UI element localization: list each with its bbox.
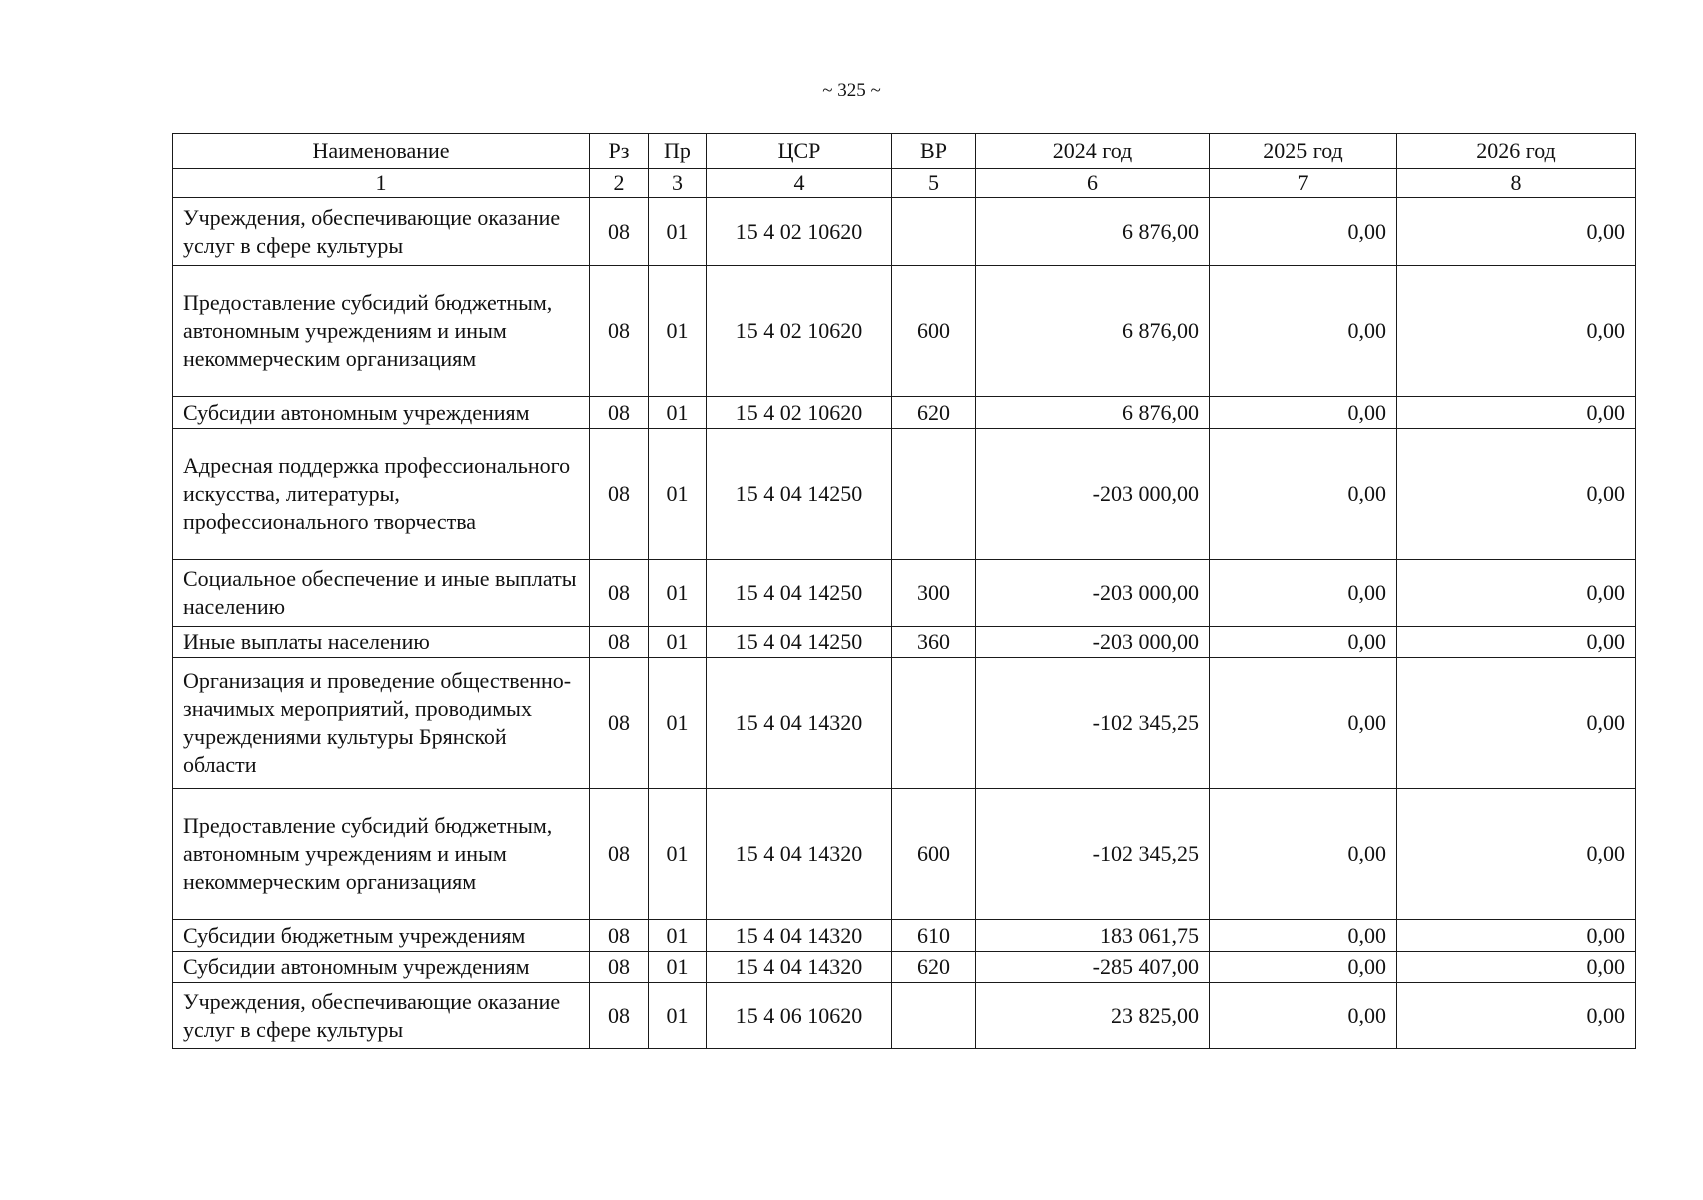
row-csr: 15 4 02 10620 (707, 266, 892, 397)
row-pr: 01 (649, 952, 707, 983)
table-row (173, 952, 1636, 983)
column-number: 4 (707, 169, 892, 198)
row-rz: 08 (590, 983, 649, 1049)
table-row (173, 920, 1636, 952)
row-2026: 0,00 (1397, 658, 1636, 789)
row-rz: 08 (590, 952, 649, 983)
header-cell-2026: 2026 год (1397, 134, 1636, 169)
row-rz: 08 (590, 397, 649, 429)
row-2024: -203 000,00 (976, 429, 1210, 560)
row-2024: 23 825,00 (976, 983, 1210, 1049)
column-number: 6 (976, 169, 1210, 198)
row-pr: 01 (649, 789, 707, 920)
column-number: 3 (649, 169, 707, 198)
row-vr (892, 429, 976, 560)
row-rz: 08 (590, 920, 649, 952)
row-name: Иные выплаты населению (173, 627, 590, 658)
row-pr: 01 (649, 658, 707, 789)
row-name: Учреждения, обеспечивающие оказание услуг в сфере культуры (173, 983, 590, 1049)
row-vr: 600 (892, 789, 976, 920)
table-row (173, 983, 1636, 1049)
row-2024: -285 407,00 (976, 952, 1210, 983)
row-2025: 0,00 (1210, 983, 1397, 1049)
header-cell-csr: ЦСР (707, 134, 892, 169)
column-number: 7 (1210, 169, 1397, 198)
row-rz: 08 (590, 627, 649, 658)
row-pr: 01 (649, 627, 707, 658)
row-2026: 0,00 (1397, 397, 1636, 429)
row-name: Предоставление субсидий бюджетным, автономным учреждениям и иным некоммерческим организациям (173, 789, 590, 920)
table-row (173, 266, 1636, 397)
row-name: Предоставление субсидий бюджетным, автономным учреждениям и иным некоммерческим организациям (173, 266, 590, 397)
row-vr: 300 (892, 560, 976, 627)
row-2026: 0,00 (1397, 983, 1636, 1049)
row-csr: 15 4 04 14320 (707, 920, 892, 952)
table-row (173, 627, 1636, 658)
table-row (173, 397, 1636, 429)
row-2025: 0,00 (1210, 397, 1397, 429)
header-cell-2025: 2025 год (1210, 134, 1397, 169)
row-csr: 15 4 04 14320 (707, 952, 892, 983)
page-number: ~ 325 ~ (822, 80, 881, 101)
row-rz: 08 (590, 198, 649, 266)
table-row (173, 429, 1636, 560)
row-vr (892, 983, 976, 1049)
row-pr: 01 (649, 560, 707, 627)
row-2024: -203 000,00 (976, 560, 1210, 627)
column-number: 1 (173, 169, 590, 198)
row-name: Субсидии бюджетным учреждениям (173, 920, 590, 952)
row-2024: -102 345,25 (976, 658, 1210, 789)
row-2026: 0,00 (1397, 627, 1636, 658)
row-csr: 15 4 04 14250 (707, 627, 892, 658)
row-csr: 15 4 04 14250 (707, 560, 892, 627)
row-vr: 600 (892, 266, 976, 397)
row-csr: 15 4 02 10620 (707, 198, 892, 266)
row-2026: 0,00 (1397, 920, 1636, 952)
row-2026: 0,00 (1397, 560, 1636, 627)
row-2025: 0,00 (1210, 658, 1397, 789)
row-2025: 0,00 (1210, 266, 1397, 397)
column-number: 8 (1397, 169, 1636, 198)
row-name: Адресная поддержка профессионального искусства, литературы, профессионального творчества (173, 429, 590, 560)
row-2025: 0,00 (1210, 627, 1397, 658)
row-2026: 0,00 (1397, 952, 1636, 983)
row-2024: 183 061,75 (976, 920, 1210, 952)
column-number: 2 (590, 169, 649, 198)
row-2024: -102 345,25 (976, 789, 1210, 920)
row-2026: 0,00 (1397, 429, 1636, 560)
row-name: Субсидии автономным учреждениям (173, 952, 590, 983)
table-row (173, 658, 1636, 789)
row-csr: 15 4 04 14320 (707, 658, 892, 789)
column-number: 5 (892, 169, 976, 198)
row-rz: 08 (590, 266, 649, 397)
row-vr: 620 (892, 397, 976, 429)
row-name: Организация и проведение общественно-значимых мероприятий, проводимых учреждениями культуры Брянской области (173, 658, 590, 789)
row-rz: 08 (590, 789, 649, 920)
row-2024: 6 876,00 (976, 266, 1210, 397)
row-csr: 15 4 04 14250 (707, 429, 892, 560)
row-2026: 0,00 (1397, 266, 1636, 397)
header-cell-pr: Пр (649, 134, 707, 169)
budget-table (172, 133, 1636, 1049)
row-2025: 0,00 (1210, 198, 1397, 266)
row-2026: 0,00 (1397, 789, 1636, 920)
table-row (173, 560, 1636, 627)
table-row (173, 789, 1636, 920)
row-vr: 360 (892, 627, 976, 658)
row-pr: 01 (649, 266, 707, 397)
header-cell-vr: ВР (892, 134, 976, 169)
row-2024: -203 000,00 (976, 627, 1210, 658)
header-cell-name: Наименование (173, 134, 590, 169)
row-name: Субсидии автономным учреждениям (173, 397, 590, 429)
row-pr: 01 (649, 198, 707, 266)
row-rz: 08 (590, 429, 649, 560)
row-2026: 0,00 (1397, 198, 1636, 266)
row-2025: 0,00 (1210, 789, 1397, 920)
row-csr: 15 4 04 14320 (707, 789, 892, 920)
row-vr (892, 658, 976, 789)
row-csr: 15 4 06 10620 (707, 983, 892, 1049)
row-2025: 0,00 (1210, 952, 1397, 983)
row-name: Социальное обеспечение и иные выплаты населению (173, 560, 590, 627)
row-pr: 01 (649, 983, 707, 1049)
table-row (173, 198, 1636, 266)
row-rz: 08 (590, 560, 649, 627)
row-2024: 6 876,00 (976, 397, 1210, 429)
row-pr: 01 (649, 429, 707, 560)
table-header-row (173, 134, 1636, 169)
column-number-row (173, 169, 1636, 198)
row-pr: 01 (649, 397, 707, 429)
row-2025: 0,00 (1210, 920, 1397, 952)
header-cell-rz: Рз (590, 134, 649, 169)
row-vr: 620 (892, 952, 976, 983)
row-vr: 610 (892, 920, 976, 952)
row-2025: 0,00 (1210, 429, 1397, 560)
row-2024: 6 876,00 (976, 198, 1210, 266)
row-rz: 08 (590, 658, 649, 789)
row-2025: 0,00 (1210, 560, 1397, 627)
row-csr: 15 4 02 10620 (707, 397, 892, 429)
header-cell-2024: 2024 год (976, 134, 1210, 169)
row-vr (892, 198, 976, 266)
row-pr: 01 (649, 920, 707, 952)
row-name: Учреждения, обеспечивающие оказание услуг в сфере культуры (173, 198, 590, 266)
